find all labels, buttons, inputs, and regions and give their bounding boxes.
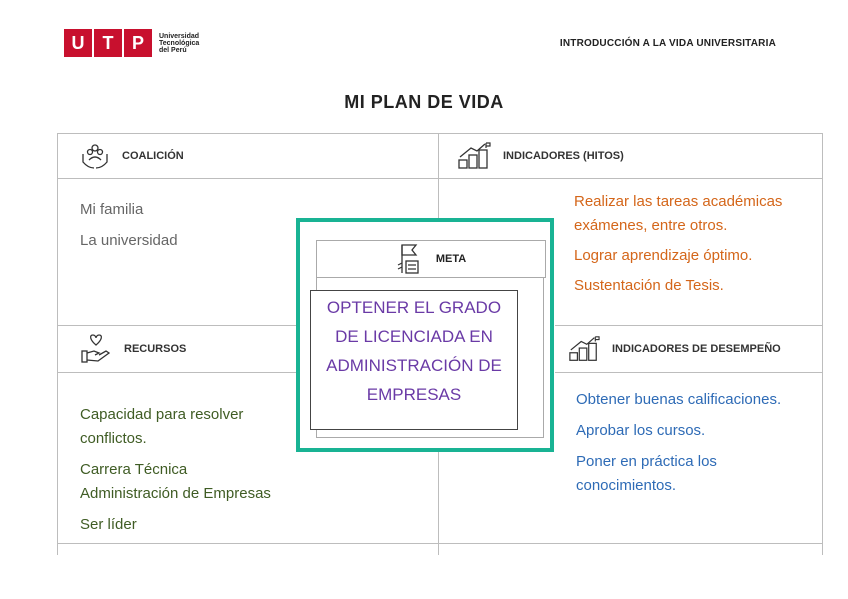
list-item: Realizar las tareas académicas: [574, 193, 783, 210]
meta-header: [316, 240, 546, 278]
hitos-heading: INDICADORES (HITOS): [503, 150, 624, 162]
recursos-list: [80, 403, 310, 537]
list-item: Sustentación de Tesis.: [574, 277, 724, 294]
grid-mid-left-bottom: [57, 372, 297, 373]
list-item: Administración de Empresas: [80, 485, 271, 502]
hitos-list: [574, 190, 814, 298]
coalicion-header: [80, 142, 184, 170]
goal-line: ADMINISTRACIÓN DE: [326, 356, 502, 375]
logo-text: Universidad Tecnológica del Perú: [159, 32, 200, 54]
grid-right: [822, 133, 823, 555]
grid-head-bottom: [57, 178, 823, 179]
goal-box: [310, 290, 518, 430]
list-item: exámenes, entre otros.: [574, 217, 728, 234]
list-item: Poner en práctica los: [576, 453, 717, 470]
grid-mid-right-bottom: [555, 372, 823, 373]
grid-top: [57, 133, 823, 134]
hitos-header: [457, 142, 624, 170]
desempeno-header: [568, 334, 781, 364]
grid-left: [57, 133, 58, 555]
recursos-header: [80, 332, 186, 366]
list-item: Obtener buenas calificaciones.: [576, 391, 782, 408]
grid-center-top: [438, 133, 439, 218]
grid-center-bottom: [438, 452, 439, 555]
goal-flag-icon: [396, 243, 422, 275]
list-item: Lograr aprendizaje óptimo.: [574, 247, 753, 264]
hand-heart-icon: [80, 333, 112, 365]
logo-letter-p: P: [124, 29, 152, 57]
grid-mid-left-top: [57, 325, 297, 326]
list-item: Carrera Técnica: [80, 461, 188, 478]
goal-line: OPTENER EL GRADO: [326, 298, 502, 317]
list-item: Mi familia: [80, 201, 144, 218]
coalicion-list: [80, 198, 178, 253]
logo-letter-t: T: [94, 29, 122, 57]
list-item: conflictos.: [80, 430, 147, 447]
grid-mid-right-top: [555, 325, 823, 326]
desempeno-heading: INDICADORES DE DESEMPEÑO: [612, 343, 781, 355]
coalition-icon: [80, 142, 110, 170]
recursos-heading: RECURSOS: [124, 343, 187, 355]
course-title: INTRODUCCIÓN A LA VIDA UNIVERSITARIA: [559, 38, 776, 49]
desempeno-list: [576, 388, 816, 498]
page-title: MI PLAN DE VIDA: [344, 92, 504, 112]
meta-heading: META: [435, 253, 467, 265]
list-item: Ser líder: [80, 516, 137, 533]
grid-bottom: [57, 543, 823, 544]
logo-letter-u: U: [64, 29, 92, 57]
list-item: Aprobar los cursos.: [576, 422, 706, 439]
list-item: Capacidad para resolver: [80, 406, 244, 423]
growth-chart-icon: [457, 142, 491, 170]
list-item: conocimientos.: [576, 477, 677, 494]
utp-logo: [64, 28, 199, 58]
goal-line: DE LICENCIADA EN: [335, 327, 493, 346]
list-item: La universidad: [80, 232, 178, 249]
growth-chart-icon: [568, 335, 600, 363]
coalicion-heading: COALICIÓN: [122, 150, 184, 162]
goal-line: EMPRESAS: [366, 385, 462, 404]
